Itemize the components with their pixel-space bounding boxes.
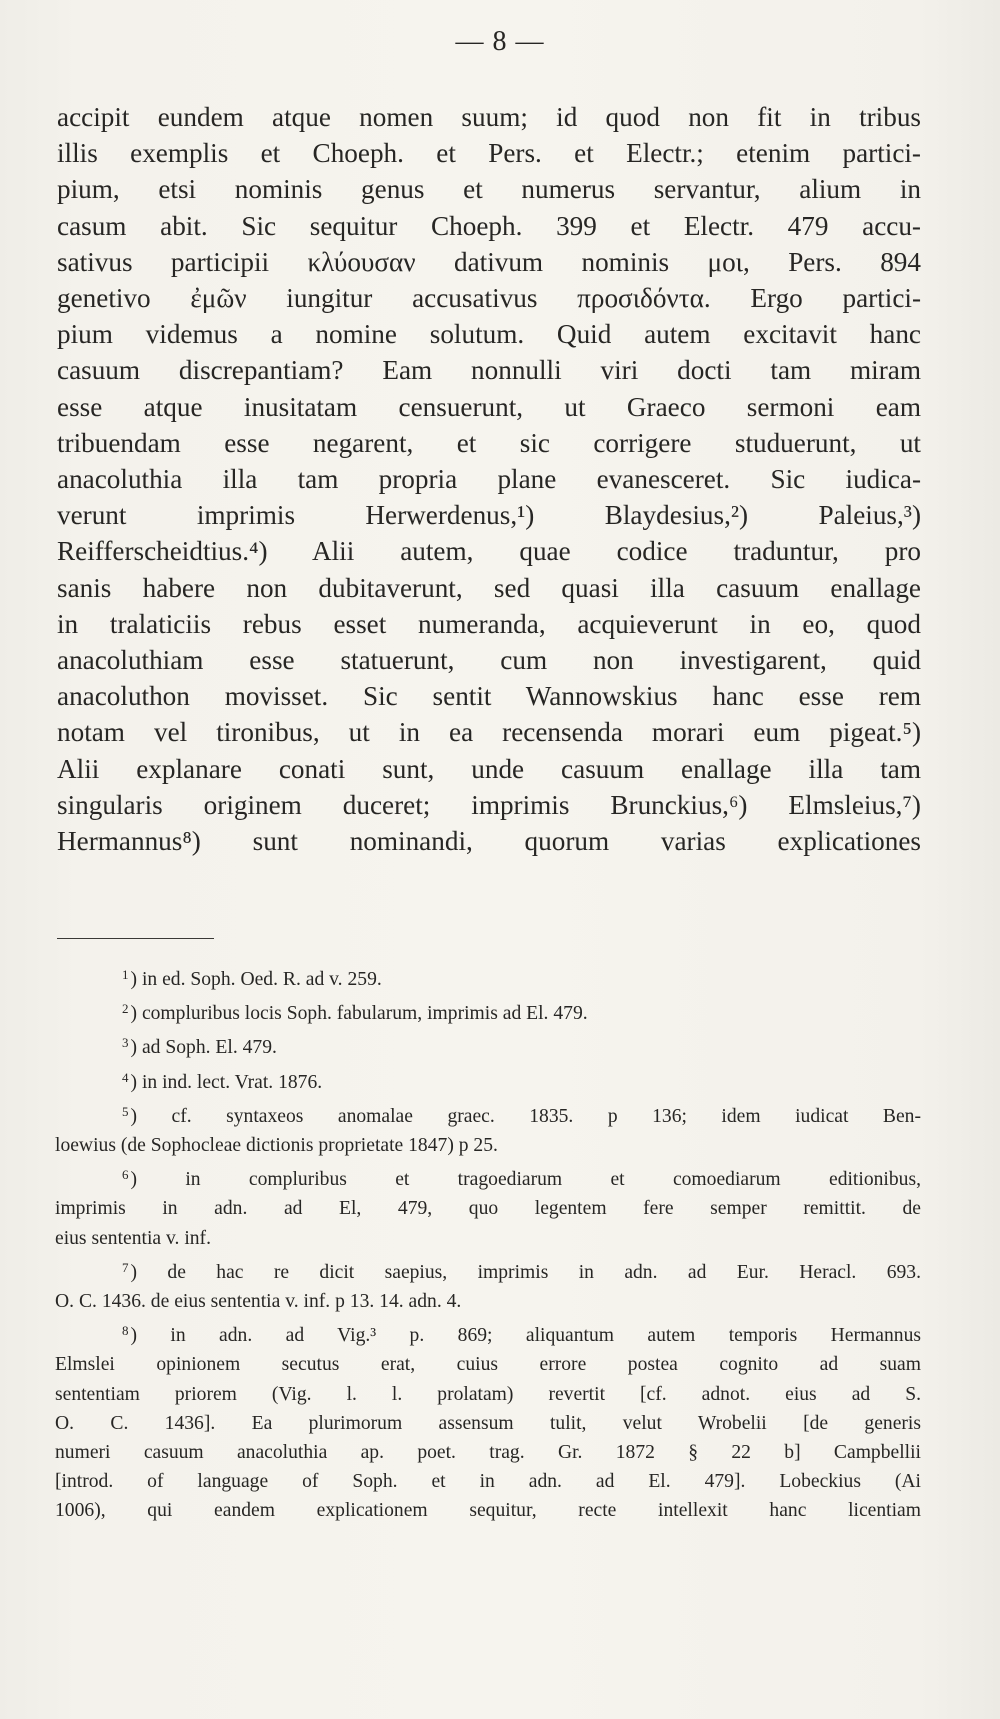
text-line: Hermannus⁸) sunt nominandi, quorum varias explicationes [57, 826, 921, 857]
text-line: anacoluthon movisset. Sic sentit Wannowskius hanc esse rem [57, 681, 921, 712]
text-line: sativus participii κλύουσαν dativum nominis μοι, Pers. 894 [57, 246, 921, 277]
footnote-marker: 1 [122, 967, 129, 982]
footnote-line: loewius (de Sophocleae dictionis proprietate 1847) p 25. [55, 1135, 498, 1157]
footnote-1: $^1$ ) in ed. Soph. Oed. R. ad v. 259. [122, 967, 382, 990]
text-line: notam vel tironibus, ut in ea recensenda morari eum pigeat.⁵) [57, 717, 921, 748]
footnote-3: $^3$ ) ad Soph. El. 479. [122, 1035, 277, 1059]
text-line: verunt imprimis Herwerdenus,¹) Blaydesius,²) Paleius,³) [57, 500, 921, 531]
text-line: pium videmus a nomine solutum. Quid autem excitavit hanc [57, 319, 921, 350]
footnote-text: in compluribus et tragoediarum et comoediarum editionibus, [185, 1169, 921, 1191]
footnote-line: [introd. of language of Soph. et in adn. ad El. 479]. Lobeckius (Ai [55, 1471, 921, 1493]
text-line: genetivo ἐμῶν iungitur accusativus προσιδόντα. Ergo partici- [57, 283, 921, 314]
footnote-text: de hac re dicit saepius, imprimis in adn. ad Eur. Heracl. 693. [167, 1261, 921, 1283]
footnote-text: compluribus locis Soph. fabularum, imprimis ad El. 479. [141, 1003, 588, 1025]
footnote-line: imprimis in adn. ad El, 479, quo legentem fere semper remittit. de [55, 1198, 921, 1220]
text-line: casuum discrepantiam? Eam nonnulli viri docti tam miram [57, 355, 921, 386]
footnote-text: ad Soph. El. 479. [141, 1037, 277, 1059]
footnote-text: in ed. Soph. Oed. R. ad v. 259. [141, 969, 382, 990]
text-line: Reifferscheidtius.⁴) Alii autem, quae codice traduntur, pro [57, 536, 921, 567]
text-line: pium, etsi nominis genus et numerus servantur, alium in [57, 174, 921, 205]
footnote-5: $^5$ ) cf. syntaxeos anomalae graec. 1835. p 136; idem iudicat Ben- [122, 1103, 921, 1127]
footnote-line: eius sententia v. inf. [55, 1227, 211, 1249]
footnote-marker: 4 [122, 1069, 129, 1085]
footnote-line: sententiam priorem (Vig. l. l. prolatam) revertit [cf. adnot. eius ad S. [55, 1383, 921, 1405]
page-number: — 8 — [455, 26, 545, 57]
footnote-marker: 2 [122, 1001, 129, 1017]
footnote-4: $^4$ ) in ind. lect. Vrat. 1876. [122, 1069, 323, 1093]
footnote-2: $^2$ ) compluribus locis Soph. fabularum, imprimis ad El. 479. [122, 1001, 588, 1025]
footnote-line: 1006), qui eandem explicationem sequitur, recte intellexit hanc licentiam [55, 1500, 921, 1522]
text-line: Alii explanare conati sunt, unde casuum enallage illa tam [57, 753, 921, 784]
text-line: in tralaticiis rebus esset numeranda, acquieverunt in eo, quod [57, 608, 921, 639]
text-line: sanis habere non dubitaverunt, sed quasi illa casuum enallage [57, 572, 921, 603]
text-line: illis exemplis et Choeph. et Pers. et Electr.; etenim partici- [57, 138, 921, 169]
text-line: anacoluthia illa tam propria plane evanesceret. Sic iudica- [57, 464, 921, 495]
footnote-marker: 3 [122, 1035, 129, 1051]
footnote-text: cf. syntaxeos anomalae graec. 1835. p 136; idem iudicat Ben- [171, 1105, 921, 1127]
footnote-6: $^6$ ) in compluribus et tragoediarum et comoediarum editionibus, [122, 1167, 921, 1191]
text-line: accipit eundem atque nomen suum; id quod non fit in tribus [57, 102, 921, 132]
footnotes [55, 960, 921, 1526]
footnote-marker: 8 [122, 1323, 129, 1339]
footnote-line: numeri casuum anacoluthia ap. poet. trag. Gr. 1872 § 22 b] Campbellii [55, 1442, 921, 1464]
footnote-text: in ind. lect. Vrat. 1876. [141, 1071, 323, 1093]
footnote-divider [57, 938, 214, 939]
footnote-marker: 5 [122, 1103, 129, 1119]
text-line: tribuendam esse negarent, et sic corrigere studuerunt, ut [57, 427, 921, 458]
text-line: casum abit. Sic sequitur Choeph. 399 et Electr. 479 accu- [57, 210, 921, 241]
footnote-line: O. C. 1436]. Ea plurimorum assensum tulit, velut Wrobelii [de generis [55, 1412, 921, 1434]
footnote-line: Elmslei opinionem secutus erat, cuius errore postea cognito ad suam [55, 1354, 921, 1376]
text-line: esse atque inusitatam censuerunt, ut Graeco sermoni eam [57, 391, 921, 422]
footnote-line: O. C. 1436. de eius sententia v. inf. p 13. 14. adn. 4. [55, 1291, 462, 1313]
text-line: anacoluthiam esse statuerunt, cum non investigarent, quid [57, 645, 921, 676]
main-text [57, 99, 921, 859]
footnote-marker: 6 [122, 1167, 129, 1183]
footnote-text: in adn. ad Vig.³ p. 869; aliquantum autem temporis Hermannus [170, 1325, 921, 1347]
footnote-7: $^7$ ) de hac re dicit saepius, imprimis in adn. ad Eur. Heracl. 693. [122, 1259, 921, 1283]
footnote-8: $^8$ ) in adn. ad Vig.³ p. 869; aliquantum autem temporis Hermannus [122, 1323, 921, 1347]
footnote-marker: 7 [122, 1259, 129, 1275]
text-line: singularis originem duceret; imprimis Brunckius,⁶) Elmsleius,⁷) [57, 789, 921, 820]
